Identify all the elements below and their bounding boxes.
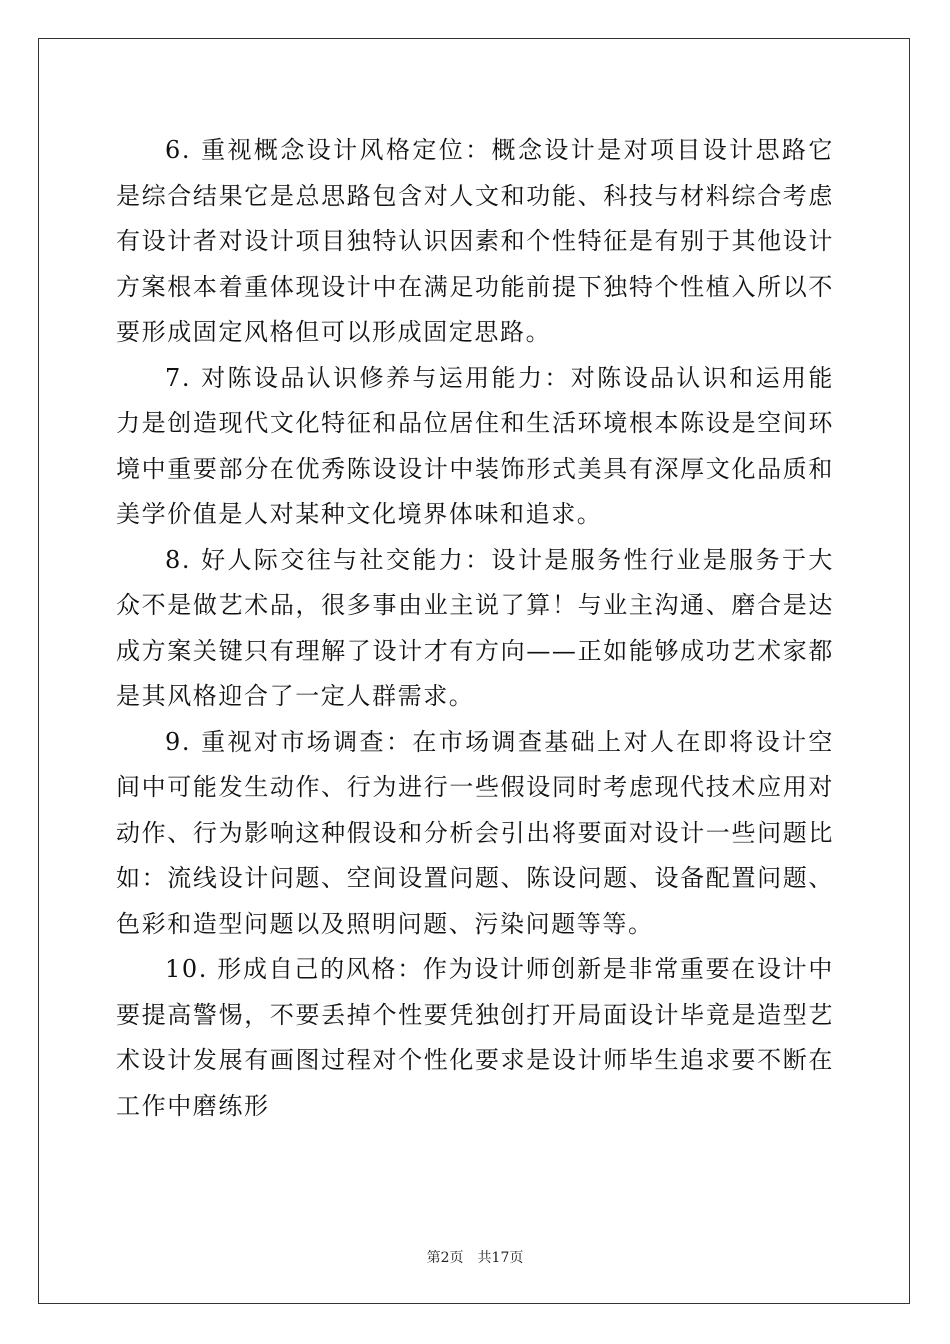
- total-page-count: 共17页: [477, 1250, 524, 1266]
- paragraph-item-7: 7. 对陈设品认识修养与运用能力：对陈设品认识和运用能力是创造现代文化特征和品位居住和生活环境根本陈设是空间环境中重要部分在优秀陈设设计中装饰形式美具有深厚文化品质和美学价值是人对某种文化境界体味和追求。: [116, 363, 834, 528]
- paragraph-item-8: 8. 好人际交往与社交能力：设计是服务性行业是服务于大众不是做艺术品，很多事由业主说了算！与业主沟通、磨合是达成方案关键只有理解了设计才有方向——正如能够成功艺术家都是其风格迎合了一定人群需求。: [116, 545, 834, 710]
- paragraph-item-6: 6. 重视概念设计风格定位：概念设计是对项目设计思路它是综合结果它是总思路包含对人文和功能、科技与材料综合考虑有设计者对设计项目独特认识因素和个性特征是有别于其他设计方案根本着重体现设计中在满足功能前提下独特个性植入所以不要形成固定风格但可以形成固定思路。: [116, 136, 834, 346]
- document-body: [116, 128, 834, 1129]
- paragraph-item-9: 9. 重视对市场调查：在市场调查基础上对人在即将设计空间中可能发生动作、行为进行一些假设同时考虑现代技术应用对动作、行为影响这种假设和分析会引出将要面对设计一些问题比如：流线设计问题、空间设置问题、陈设问题、设备配置问题、色彩和造型问题以及照明问题、污染问题等等。: [116, 727, 834, 938]
- paragraph-item-10: 10. 形成自己的风格：作为设计师创新是非常重要在设计中要提高警惕，不要丢掉个性要凭独创打开局面设计毕竟是造型艺术设计发展有画图过程对个性化要求是设计师毕生追求要不断在工作中磨练形: [116, 955, 834, 1120]
- page-footer: [0, 1247, 950, 1267]
- current-page-number: 第2页: [426, 1250, 464, 1266]
